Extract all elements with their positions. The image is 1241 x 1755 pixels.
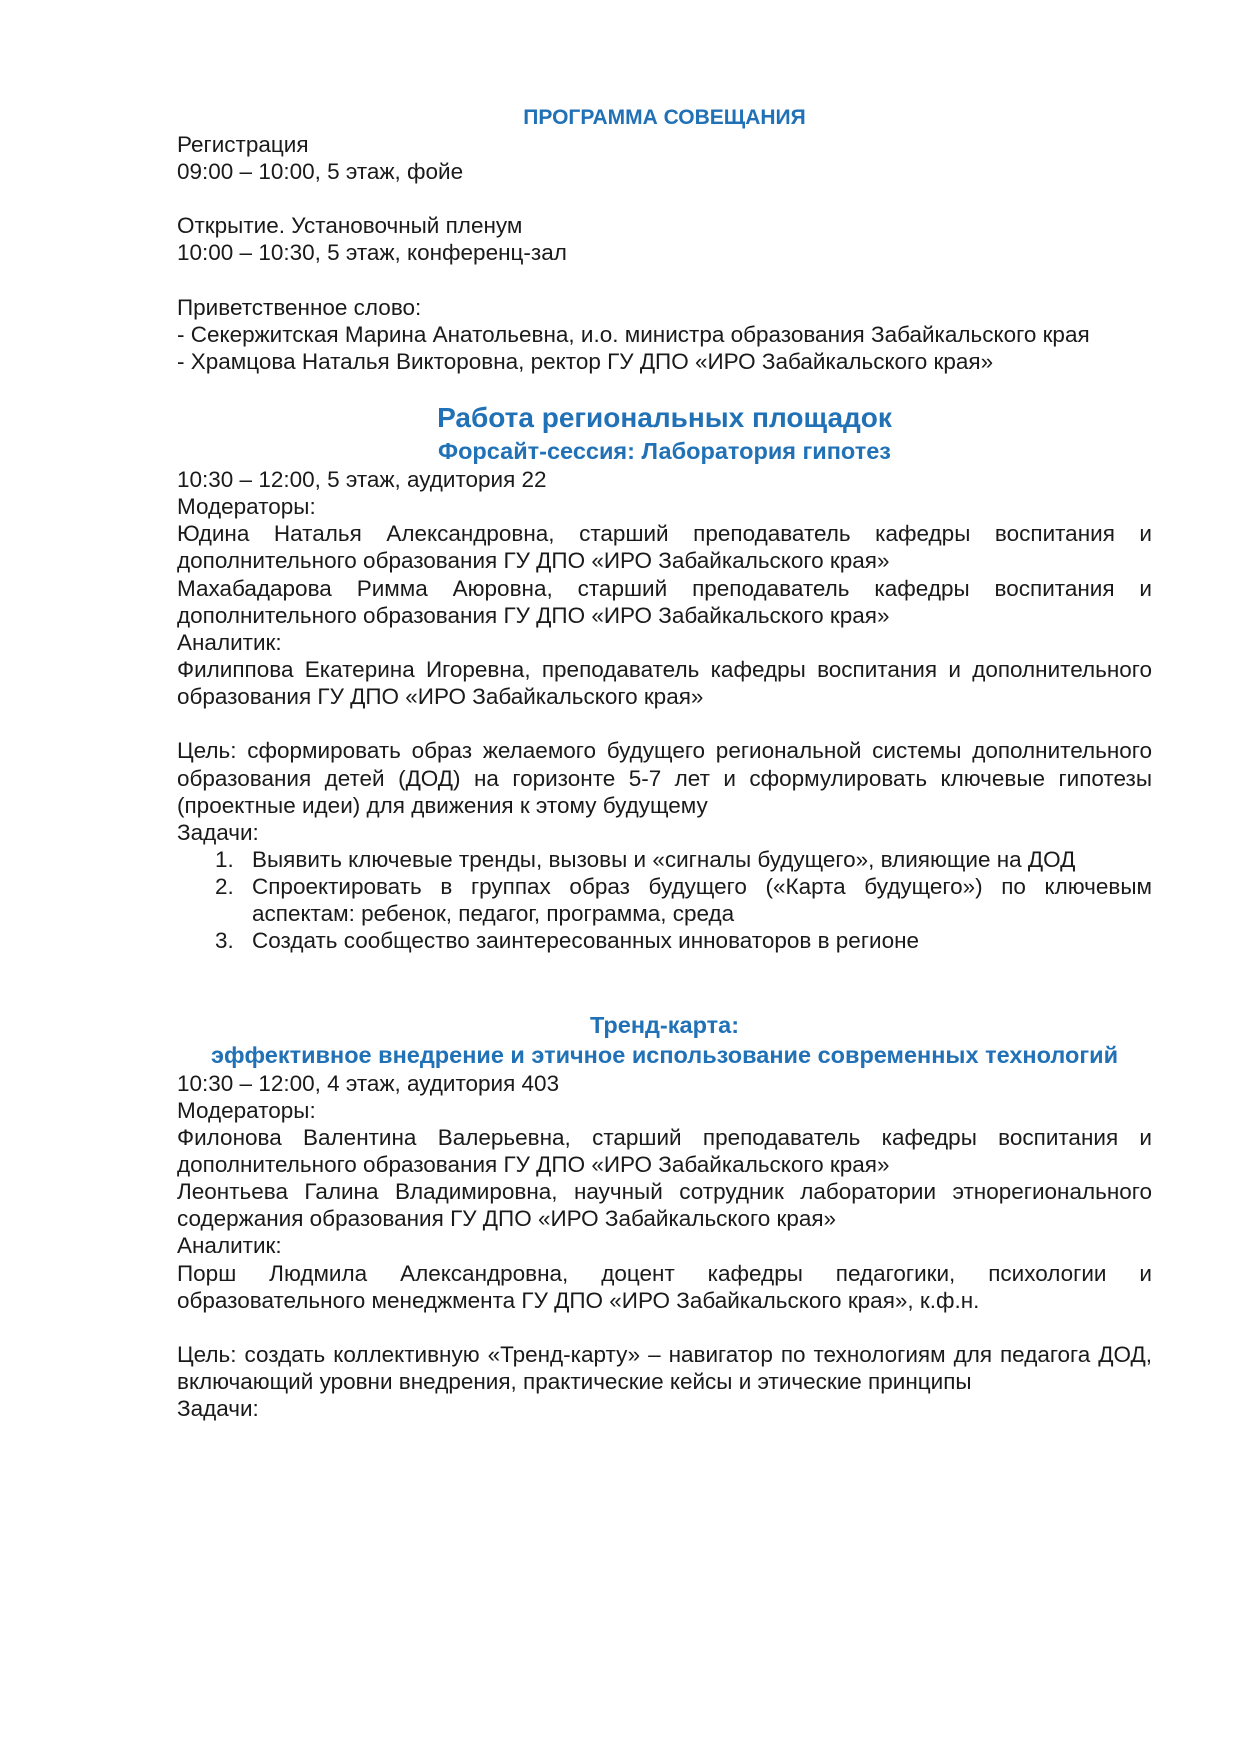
session1-moderator1: Юдина Наталья Александровна, старший преподаватель кафедры воспитания и bbox=[177, 521, 1152, 546]
session1-goal-cont: образования детей (ДОД) на горизонте 5-7 лет и сформулировать ключевые гипотезы bbox=[177, 766, 1152, 791]
session2-analyst-cont: образовательного менеджмента ГУ ДПО «ИРО Забайкальского края», к.ф.н. bbox=[177, 1288, 980, 1313]
session1-moderator2: Махабадарова Римма Аюровна, старший преподаватель кафедры воспитания и bbox=[177, 576, 1152, 601]
session2-goal-cont: включающий уровни внедрения, практические кейсы и этические принципы bbox=[177, 1369, 972, 1394]
task-item: Выявить ключевые тренды, вызовы и «сигналы будущего», влияющие на ДОД bbox=[252, 847, 1076, 872]
task-number: 2. bbox=[215, 874, 234, 899]
session2-time: 10:30 – 12:00, 4 этаж, аудитория 403 bbox=[177, 1071, 560, 1096]
session1-analyst-label: Аналитик: bbox=[177, 630, 282, 655]
greeting-speaker: - Секержитская Марина Анатольевна, и.о. министра образования Забайкальского края bbox=[177, 322, 1090, 347]
opening-label: Открытие. Установочный пленум bbox=[177, 213, 523, 238]
session2-moderator2: Леонтьева Галина Владимировна, научный сотрудник лаборатории этнорегионального bbox=[177, 1179, 1152, 1204]
session1-time: 10:30 – 12:00, 5 этаж, аудитория 22 bbox=[177, 467, 547, 492]
session1-analyst: Филиппова Екатерина Игоревна, преподаватель кафедры воспитания и дополнительного bbox=[177, 657, 1152, 682]
session2-subtitle: эффективное внедрение и этичное использование современных технологий bbox=[210, 1042, 1119, 1068]
session1-moderators-label: Модераторы: bbox=[177, 494, 316, 519]
greeting-speaker: - Храмцова Наталья Викторовна, ректор ГУ ДПО «ИРО Забайкальского края» bbox=[177, 349, 994, 374]
session2-moderator1-cont: дополнительного образования ГУ ДПО «ИРО Забайкальского края» bbox=[177, 1152, 890, 1177]
registration-label: Регистрация bbox=[177, 132, 309, 157]
session2-title: Тренд-карта: bbox=[589, 1012, 740, 1038]
session1-goal-cont: (проектные идеи) для движения к этому будущему bbox=[177, 793, 708, 818]
session2-tasks-label: Задачи: bbox=[177, 1396, 259, 1421]
session1-moderator2-cont: дополнительного образования ГУ ДПО «ИРО Забайкальского края» bbox=[177, 603, 890, 628]
session1-goal: Цель: сформировать образ желаемого будущего региональной системы дополнительного bbox=[177, 738, 1152, 763]
session2-analyst-label: Аналитик: bbox=[177, 1233, 282, 1258]
program-title: ПРОГРАММА СОВЕЩАНИЯ bbox=[523, 106, 806, 129]
session2-moderators-label: Модераторы: bbox=[177, 1098, 316, 1123]
session2-moderator1: Филонова Валентина Валерьевна, старший преподаватель кафедры воспитания и bbox=[177, 1125, 1152, 1150]
task-number: 1. bbox=[215, 847, 234, 872]
task-item: Создать сообщество заинтересованных инноваторов в регионе bbox=[252, 928, 920, 953]
registration-time: 09:00 – 10:00, 5 этаж, фойе bbox=[177, 159, 464, 184]
section-title: Работа региональных площадок bbox=[437, 402, 892, 433]
session1-moderator1-cont: дополнительного образования ГУ ДПО «ИРО Забайкальского края» bbox=[177, 548, 890, 573]
task-item: Спроектировать в группах образ будущего («Карта будущего») по ключевым bbox=[252, 874, 1152, 899]
session2-analyst: Порш Людмила Александровна, доцент кафедры педагогики, психологии и bbox=[177, 1261, 1152, 1286]
session2-moderator2-cont: содержания образования ГУ ДПО «ИРО Забайкальского края» bbox=[177, 1206, 837, 1231]
opening-time: 10:00 – 10:30, 5 этаж, конференц-зал bbox=[177, 240, 567, 265]
task-item-cont: аспектам: ребенок, педагог, программа, среда bbox=[252, 901, 735, 926]
task-number: 3. bbox=[215, 928, 234, 953]
session1-analyst-cont: образования ГУ ДПО «ИРО Забайкальского края» bbox=[177, 684, 704, 709]
session1-tasks-label: Задачи: bbox=[177, 820, 259, 845]
session1-title: Форсайт-сессия: Лаборатория гипотез bbox=[438, 438, 891, 464]
greeting-label: Приветственное слово: bbox=[177, 295, 422, 320]
session2-goal: Цель: создать коллективную «Тренд-карту» – навигатор по технологиям для педагога ДОД, bbox=[177, 1342, 1152, 1367]
